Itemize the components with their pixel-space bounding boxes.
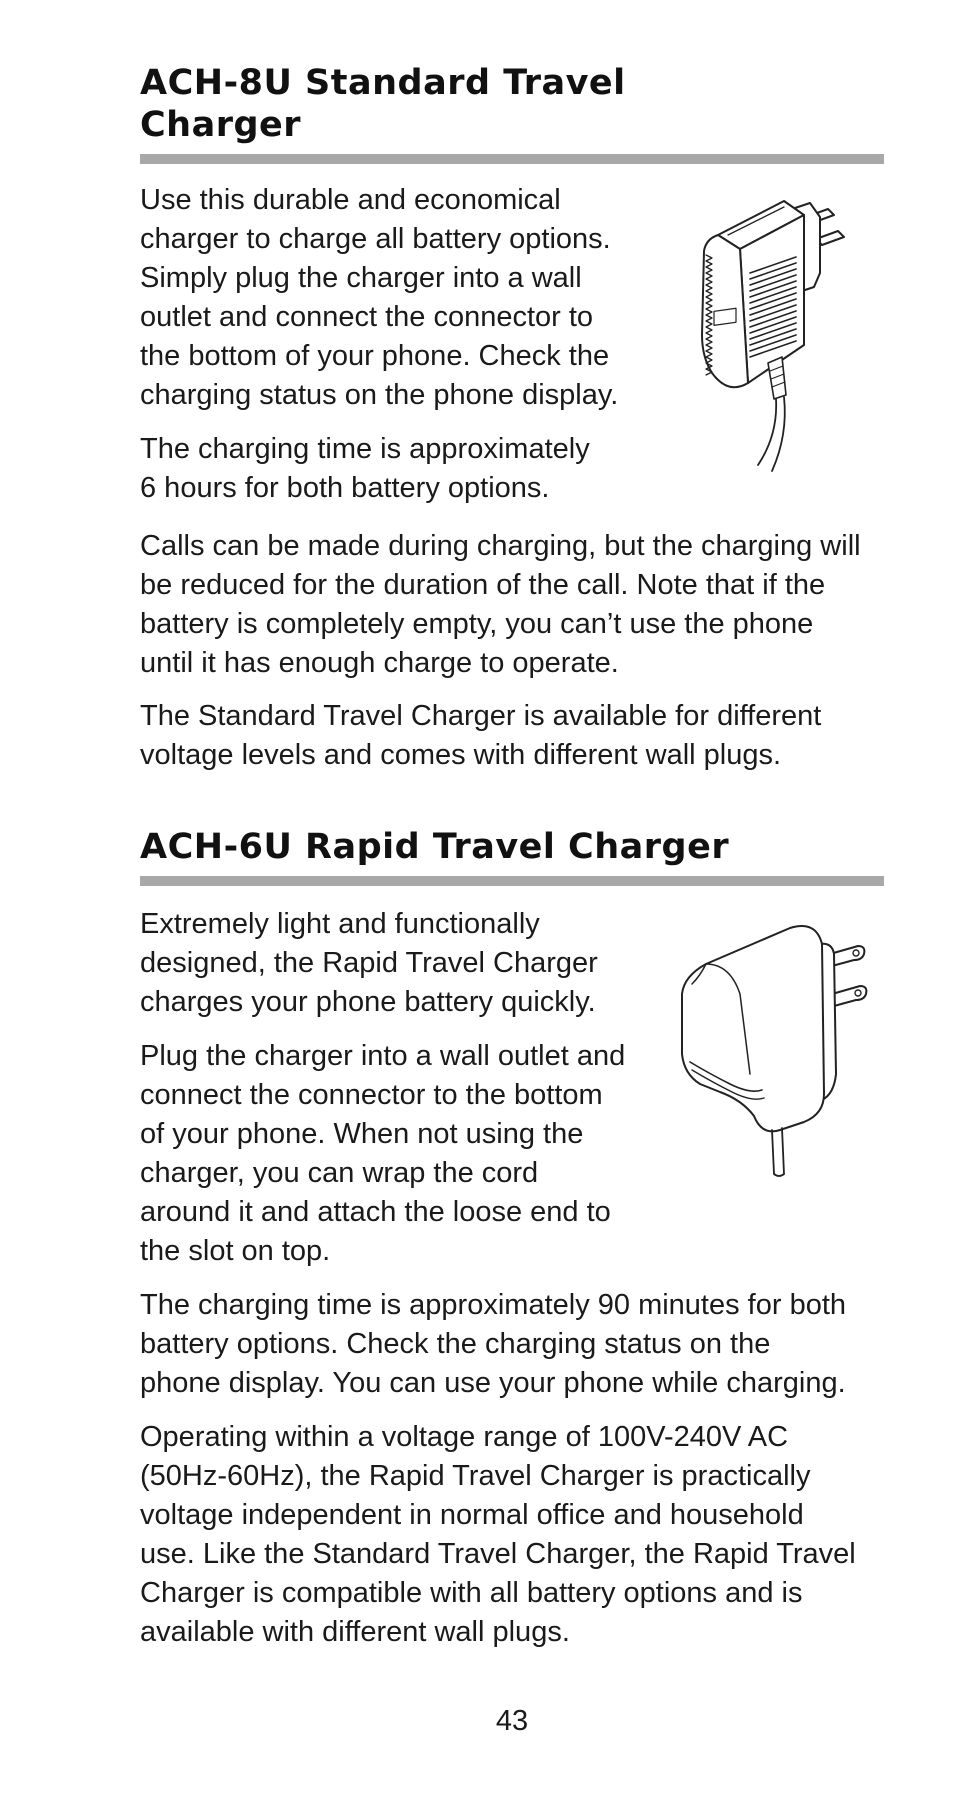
text-line: be reduced for the duration of the call. Note that if the xyxy=(140,569,826,601)
paragraph xyxy=(140,430,660,508)
text-line: Plug the charger into a wall outlet and xyxy=(140,1040,626,1072)
title-line: ACH-8U Standard Travel xyxy=(140,63,626,103)
text-line: connect the connector to the bottom xyxy=(140,1079,603,1111)
text-line: battery options. Check the charging status on the xyxy=(140,1328,771,1360)
text-line: charger, you can wrap the cord xyxy=(140,1157,539,1189)
section-rule xyxy=(140,876,884,886)
text-line: voltage independent in normal office and household xyxy=(140,1499,804,1531)
section-title xyxy=(140,62,884,146)
text-line: (50Hz-60Hz), the Rapid Travel Charger is practically xyxy=(140,1460,811,1492)
text-line: designed, the Rapid Travel Charger xyxy=(140,947,598,979)
rapid-travel-charger-illustration-icon xyxy=(670,924,870,1224)
paragraph xyxy=(140,181,660,415)
section-title: ACH-6U Rapid Travel Charger xyxy=(140,827,730,867)
page-number: 43 xyxy=(495,1705,529,1737)
text-line: Calls can be made during charging, but the charging will xyxy=(140,530,861,562)
standard-travel-charger-illustration-icon xyxy=(688,195,858,505)
text-line: voltage levels and comes with different wall plugs. xyxy=(140,739,782,771)
text-line: Use this durable and economical xyxy=(140,184,561,216)
text-line: Extremely light and functionally xyxy=(140,908,540,940)
text-line: battery is completely empty, you can’t use the phone xyxy=(140,608,814,640)
text-line: The charging time is approximately xyxy=(140,433,590,465)
paragraph xyxy=(140,1286,884,1403)
paragraph xyxy=(140,1037,660,1271)
text-line: 6 hours for both battery options. xyxy=(140,472,550,504)
section-standard-travel-charger xyxy=(140,62,884,164)
paragraph xyxy=(140,527,884,683)
text-line: outlet and connect the connector to xyxy=(140,301,594,333)
text-line: available with different wall plugs. xyxy=(140,1616,570,1648)
text-line: Operating within a voltage range of 100V-240V AC xyxy=(140,1421,789,1453)
text-line: Simply plug the charger into a wall xyxy=(140,262,582,294)
text-line: charger to charge all battery options. xyxy=(140,223,611,255)
text-line: the bottom of your phone. Check the xyxy=(140,340,610,372)
section-rule xyxy=(140,154,884,164)
text-line: around it and attach the loose end to xyxy=(140,1196,611,1228)
section-rapid-travel-charger xyxy=(140,826,884,886)
text-line: until it has enough charge to operate. xyxy=(140,647,619,679)
text-line: charging status on the phone display. xyxy=(140,379,619,411)
paragraph xyxy=(140,905,660,1022)
text-line: charges your phone battery quickly. xyxy=(140,986,596,1018)
paragraph xyxy=(140,697,884,775)
text-line: Charger is compatible with all battery options and is xyxy=(140,1577,803,1609)
text-line: The Standard Travel Charger is available for different xyxy=(140,700,822,732)
text-line: of your phone. When not using the xyxy=(140,1118,584,1150)
paragraph xyxy=(140,1418,884,1652)
text-line: The charging time is approximately 90 minutes for both xyxy=(140,1289,847,1321)
text-line: phone display. You can use your phone while charging. xyxy=(140,1367,846,1399)
title-line: Charger xyxy=(140,105,302,145)
text-line: use. Like the Standard Travel Charger, the Rapid Travel xyxy=(140,1538,856,1570)
text-line: the slot on top. xyxy=(140,1235,331,1267)
